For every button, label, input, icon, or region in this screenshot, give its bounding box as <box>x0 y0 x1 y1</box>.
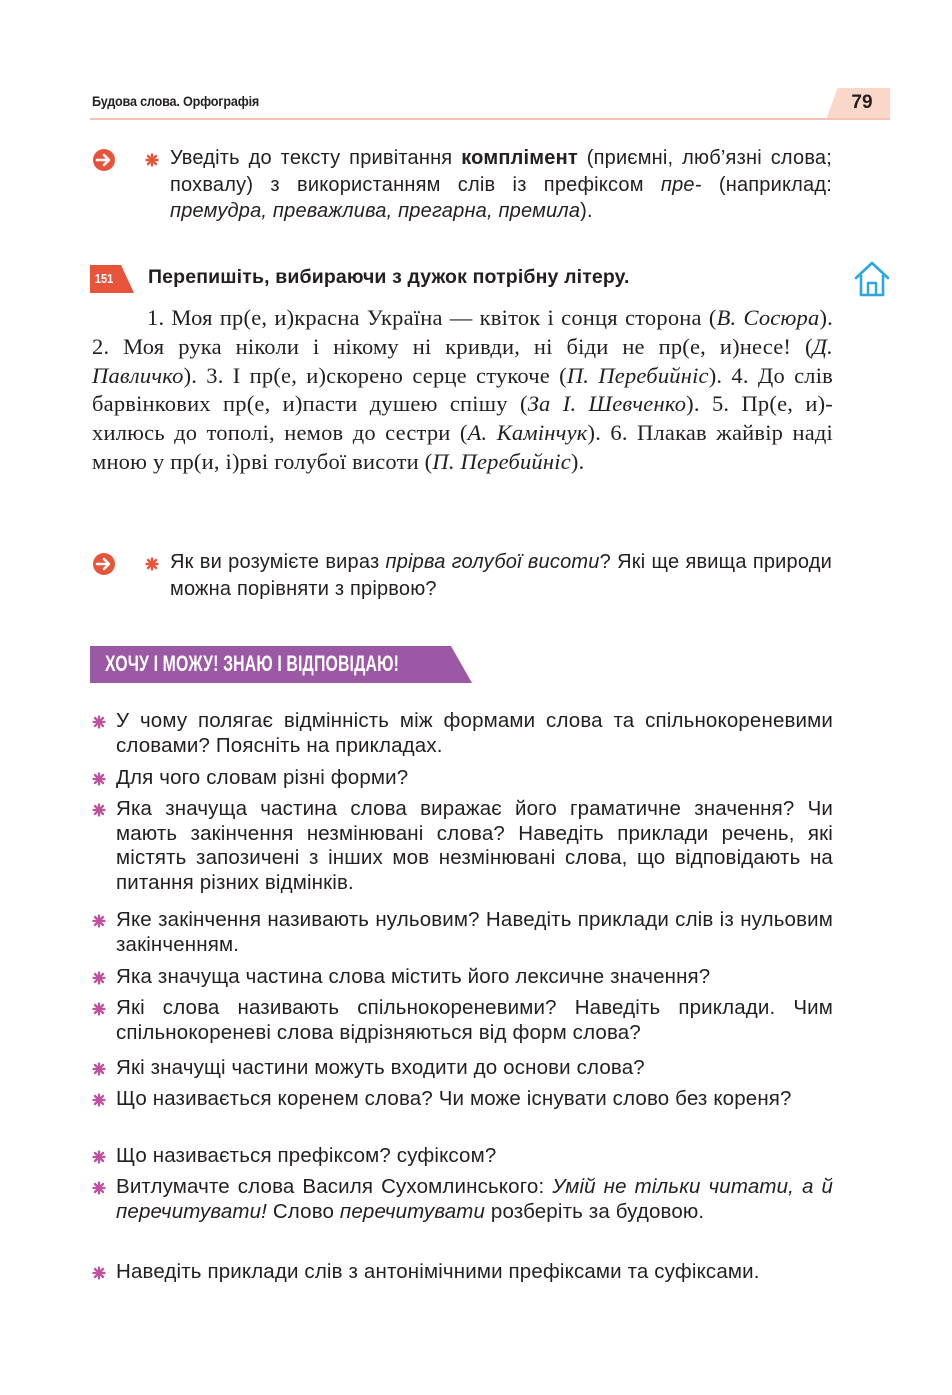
page-number: 79 <box>851 92 873 113</box>
asterisk-bullet-icon <box>92 803 106 817</box>
home-icon[interactable] <box>852 258 892 298</box>
question-item: Яка значуща частина слова містить його лексичне значення? <box>116 965 711 988</box>
question-item: Які слова називають спільнокореневими? Наведіть приклади. Чим спільнокореневі слова відрізняються від форм слова? <box>116 996 833 1044</box>
question-item: У чому полягає відмінність між формами слова та спільнокореневими словами? Поясніть на прикладах. <box>116 709 833 757</box>
asterisk-bullet-icon <box>145 153 159 167</box>
asterisk-bullet-icon <box>92 1266 106 1280</box>
question-item: Наведіть приклади слів з антонімічними префіксами та суфіксами. <box>116 1260 760 1283</box>
asterisk-bullet-icon <box>92 715 106 729</box>
asterisk-bullet-icon <box>92 971 106 985</box>
question-item: Витлумачте слова Василя Сухомлинського: Умій не тільки читати, а й перечитувати! Слово перечитувати розберіть за будовою. <box>116 1175 834 1223</box>
asterisk-bullet-icon <box>92 1002 106 1016</box>
question-item: Які значущі частини можуть входити до основи слова? <box>116 1056 645 1079</box>
asterisk-bullet-icon <box>92 1181 106 1195</box>
arrow-circle-icon <box>92 148 116 172</box>
asterisk-bullet-icon <box>145 557 159 571</box>
exercise-number: 151 <box>94 271 114 286</box>
question-item: Що називається коренем слова? Чи може існувати слово без кореня? <box>116 1087 792 1110</box>
asterisk-bullet-icon <box>92 914 106 928</box>
asterisk-bullet-icon <box>92 1093 106 1107</box>
asterisk-bullet-icon <box>92 772 106 786</box>
asterisk-bullet-icon <box>92 1150 106 1164</box>
arrow-circle-icon <box>92 552 116 576</box>
running-header: Будова слова. Орфографія <box>92 93 260 109</box>
question-item: Яке закінчення називають нульовим? Наведіть приклади слів із нульовим закінченням. <box>116 908 833 956</box>
question-item: Яка значуща частина слова виражає його граматичне значення? Чи мають закінчення незмінювані слова? Наведіть приклади речень, які містять запозичені з інших мов незмінювані слова, що відповідають на питання різних відмінків. <box>116 797 833 894</box>
task-compliment: Уведіть до тексту привітання комплімент (приємні, люб’язні слова; похвалу) з використанням слів із префіксом пре- (наприклад: премудра, преважлива, прегарна, премила). <box>170 147 832 222</box>
question-item: Що називається префіксом? суфіксом? <box>116 1144 497 1167</box>
task-abyss: Як ви розумієте вираз прірва голубої висоти? Які ще явища природи можна порівняти з прірвою? <box>170 551 833 600</box>
exercise-text: 1. Моя пр(е, и)красна Україна — квіток і сонця сторона (В. Сосюра). 2. Моя рука ніколи і нікому ні кривди, ні біди не пр(е, и)несе! (Д. Павличко). 3. І пр(е, и)скорено серце стукоче (П. Перебийніс). 4. До слів барвінкових пр(е, и)пасти душею спішу (За І. Шевченко). 5. Пр(е, и)- хилюсь до тополі, немов до сестри (А. Камінчук). 6. Плакав жайвір наді мною у пр(и, і)рві голубої висоти (П. Перебийніс). <box>92 305 833 474</box>
asterisk-bullet-icon <box>92 1062 106 1076</box>
header-divider <box>90 118 890 120</box>
section-title: ХОЧУ І МОЖУ! ЗНАЮ І ВІДПОВІДАЮ! <box>105 651 400 676</box>
question-item: Для чого словам різні форми? <box>116 766 409 789</box>
exercise-instruction: Перепишіть, вибираючи з дужок потрібну літеру. <box>148 266 630 288</box>
